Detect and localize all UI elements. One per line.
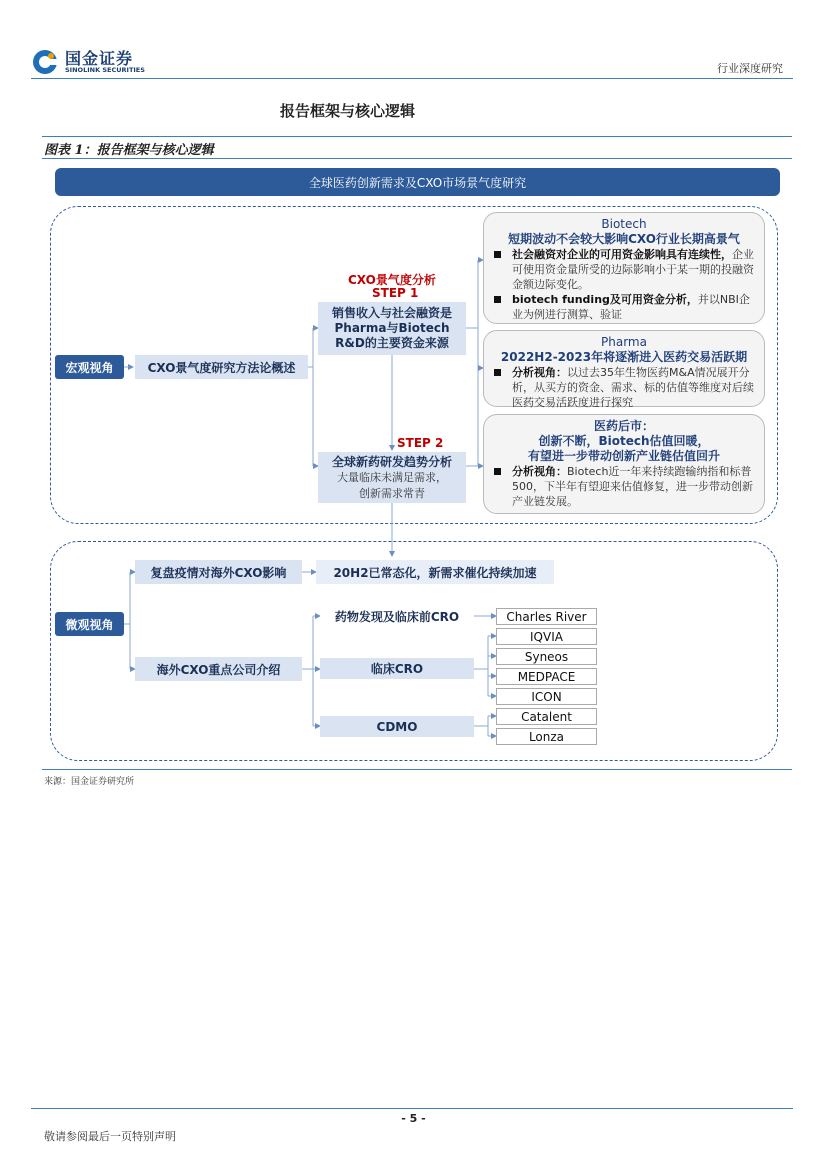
category-cdmo-text: CDMO [376,719,418,734]
step2-box-line: 创新需求常青 [359,486,425,500]
step2-label: STEP 2 [397,436,444,450]
company-lonza [496,728,597,745]
report-category: 行业深度研究 [717,62,783,75]
step2-box-title: 全球新药研发趋势分析 [331,454,452,469]
company-catalent [496,708,597,725]
company-name: Lonza [528,729,565,744]
category-discovery-text: 药物发现及临床前CRO [334,610,460,624]
banner-text: 全球医药创新需求及CXO市场景气度研究 [308,175,527,190]
bullet-bold: 分析视角： [512,465,567,478]
review-result-box [316,560,554,584]
footer-rule [31,1108,793,1109]
category-cdmo [320,716,474,737]
bullet-square-icon [494,369,501,376]
source-rule [42,769,792,770]
category-clinical [320,658,474,679]
company-name: Charles River [506,609,587,624]
company-medpace [496,668,597,685]
bullet-square-icon [494,468,501,475]
macro-label [55,355,124,379]
section-title: 报告框架与核心逻辑 [280,102,416,120]
step2-box [318,452,466,503]
step1-box-line: R&D的主要资金来源 [335,336,449,350]
company-name: IQVIA [530,629,563,644]
bullet-text: 以过去35年生物医药M&A情况展开分析，从买方的资金、需求、标的估值等维度对后续医药交易活跃度进行探究 [512,366,754,409]
company-icon [496,688,597,705]
micro-label-text: 微观视角 [65,617,114,632]
bullet-text: 企业可使用资金量所受的边际影响小于某一期的投融资金额边际变化。 [512,248,754,291]
micro-label [55,612,124,636]
after-line2: 创新不断，Biotech估值回暖， [538,434,710,448]
step1-box-line: 销售收入与社会融资是 [331,306,452,320]
pharma-subtitle: 2022H2-2023年将逐渐进入医药交易活跃期 [500,350,748,364]
category-discovery [320,606,474,627]
biotech-bullet-2 [494,292,754,322]
category-clinical-text: 临床CRO [370,662,424,676]
review-result-text: 20H2已常态化，新需求催化持续加速 [333,565,537,580]
step1-title: CXO景气度分析 [348,273,436,287]
logo-cn: 国金证券 [65,49,134,68]
company-name: Catalent [521,709,572,724]
companies-box [135,657,302,681]
biotech-box [483,212,765,324]
bullet-bold: 社会融资对企业的可用资金影响具有连续性， [512,248,732,261]
bullet-square-icon [494,251,501,258]
figure-caption: 图表 1：报告框架与核心逻辑 [44,143,214,158]
pharma-box [483,330,765,407]
after-line3: 有望进一步带动创新产业链估值回升 [527,449,720,463]
method-box [135,355,308,379]
source-note: 来源：国金证券研究所 [44,777,135,787]
bullet-text: 并以NBI企业为例进行测算、验证 [512,293,750,321]
after-bullet-1 [494,464,754,509]
company-name: Syneos [524,649,569,664]
after-title: 医药后市： [593,419,654,433]
step2-box-line: 大量临床未满足需求， [337,470,447,484]
step1-box-line: Pharma与Biotech [334,321,450,335]
macro-label-text: 宏观视角 [65,360,114,375]
company-iqvia [496,628,597,645]
step1-label: STEP 1 [372,286,419,300]
review-text: 复盘疫情对海外CXO影响 [150,565,287,580]
company-charles-river [496,608,597,625]
review-box [135,560,302,584]
after-market-box [483,414,765,514]
bullet-bold: 分析视角： [512,366,567,379]
biotech-bullet-1 [494,247,754,292]
biotech-title: Biotech [601,217,647,231]
pharma-bullet-1 [494,365,754,410]
logo-en: SINOLINK SECURITIES [65,66,145,74]
page-number: - 5 - [401,1112,426,1125]
pharma-title: Pharma [601,335,647,349]
biotech-subtitle: 短期波动不会较大影响CXO行业长期高景气 [508,232,740,246]
bullet-text: Biotech近一年来持续跑输纳指和标普500，下半年有望迎来估值修复，进一步带动创新产业链发展。 [512,465,753,508]
company-syneos [496,648,597,665]
company-name: MEDPACE [517,669,576,684]
footer-disclaimer: 敬请参阅最后一页特别声明 [44,1130,176,1143]
step1-box [318,302,466,355]
method-text: CXO景气度研究方法论概述 [147,360,296,375]
bullet-square-icon [494,296,501,303]
company-name: ICON [531,689,562,704]
bullet-bold: biotech funding及可用资金分析， [512,293,698,306]
companies-text: 海外CXO重点公司介绍 [156,662,281,677]
